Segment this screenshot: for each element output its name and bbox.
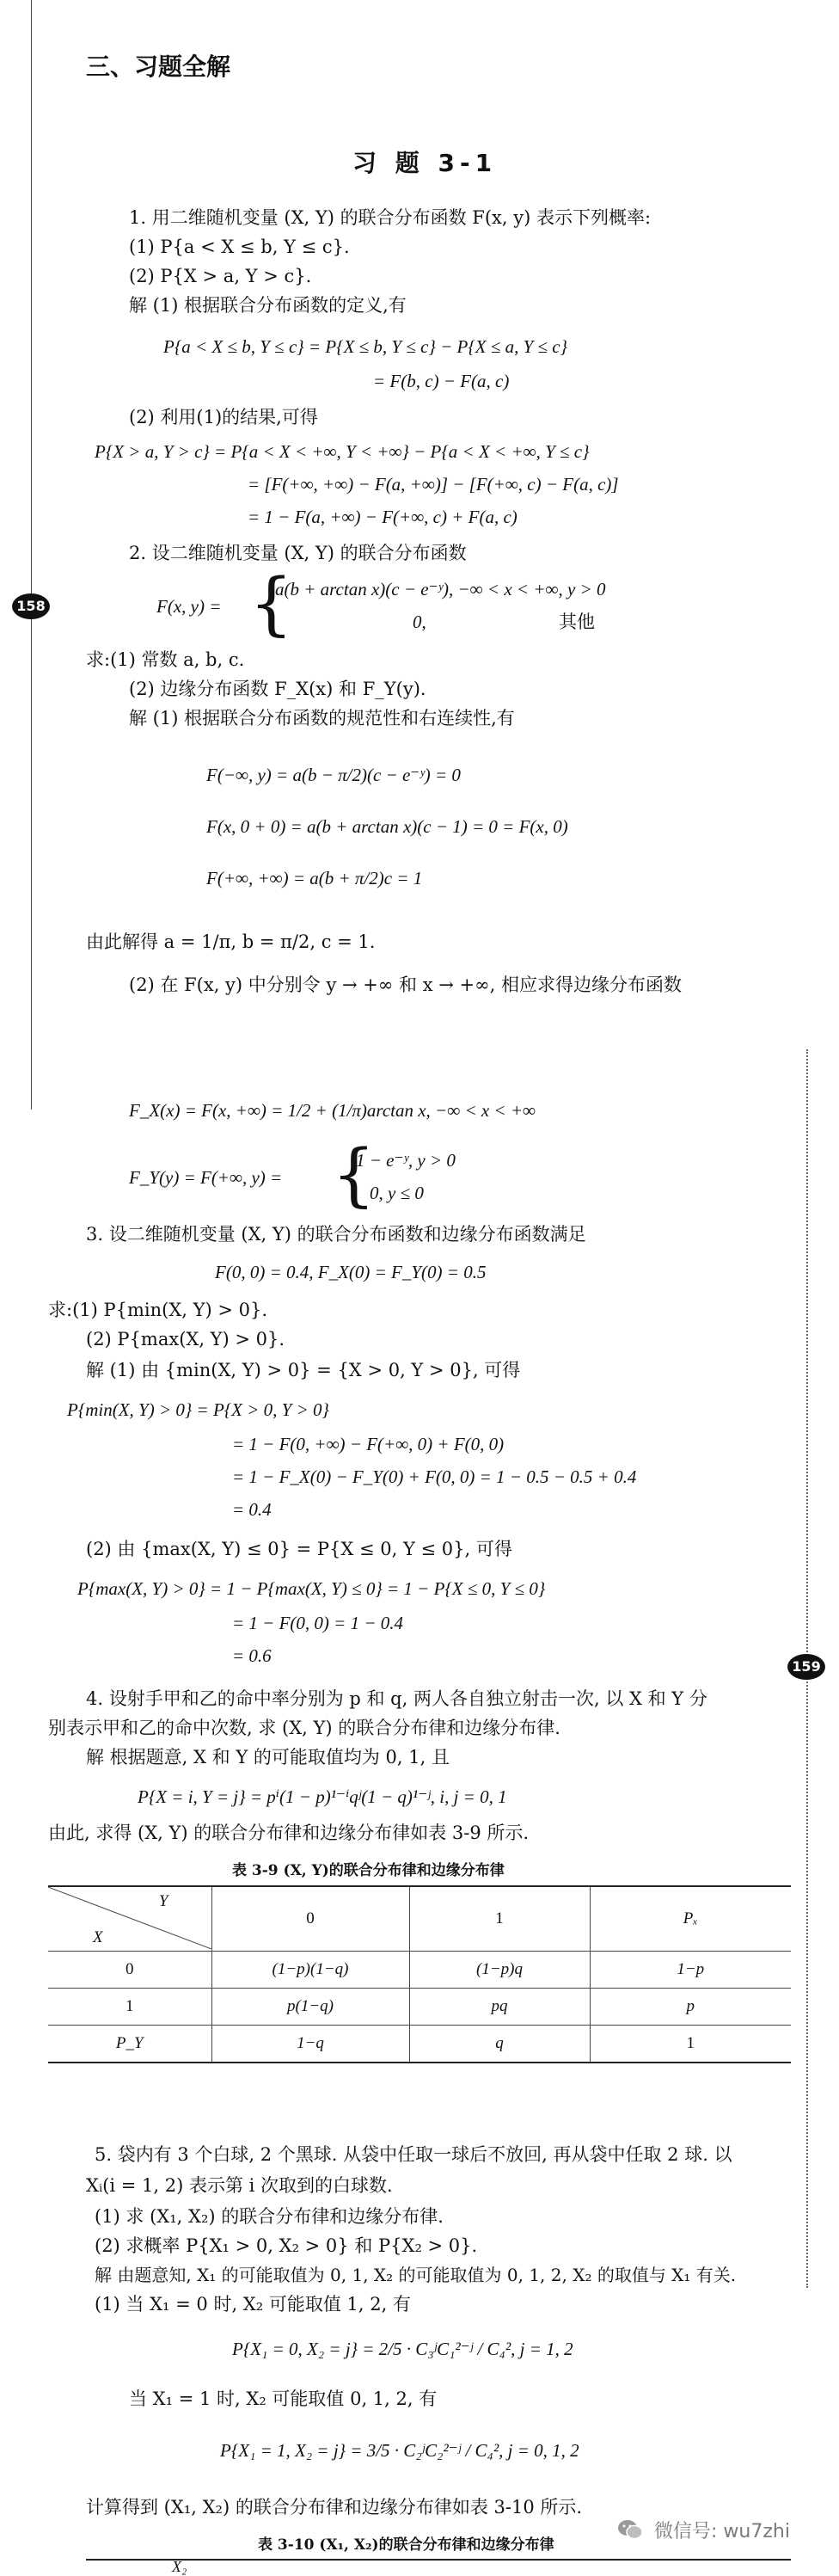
problem-2-equation-3: F(+∞, +∞) = a(b + π/2)c = 1 [206, 868, 423, 888]
row-header: 0 [48, 1952, 211, 1989]
col-header: Pₓ [590, 1886, 791, 1952]
problem-2-question: 2. 设二维随机变量 (X, Y) 的联合分布函数 [129, 543, 467, 563]
problem-5-result: 计算得到 (X₁, X₂) 的联合分布律和边缘分布律如表 3-10 所示. [86, 2497, 583, 2518]
col-header: 1 [409, 1886, 590, 1952]
problem-3-derivation-a3: = 1 − F_X(0) − F_Y(0) + F(0, 0) = 1 − 0.5 − 0.5 + 0.4 [232, 1466, 637, 1487]
problem-2-part-2-solution: (2) 在 F(x, y) 中分别令 y → +∞ 和 x → +∞, 相应求得边缘分布函数 [129, 974, 682, 995]
problem-3-ask-1: 求:(1) P{min(X, Y) > 0}. [48, 1300, 268, 1320]
table-3-10-caption: 表 3-10 (X₁, X₂)的联合分布律和边缘分布律 [258, 2536, 554, 2554]
problem-2-fy-case-2: 0, y ≤ 0 [370, 1183, 424, 1203]
problem-5-equation-2: P{X₁ = 1, X₂ = j} = 3/5 · C₂ʲC₂²⁻ʲ / C₄², j = 0, 1, 2 [220, 2440, 579, 2461]
problem-1-equation-1a: P{a < X ≤ b, Y ≤ c} = P{X ≤ b, Y ≤ c} − P{X ≤ a, Y ≤ c} [163, 336, 568, 357]
table-cell: 1−p [590, 1952, 791, 1989]
page-number-badge-158: 158 [12, 593, 50, 619]
corner-label-y: Y [158, 1892, 168, 1910]
problem-3-derivation-b1: P{max(X, Y) > 0} = 1 − P{max(X, Y) ≤ 0} = 1 − P{X ≤ 0, Y ≤ 0} [77, 1578, 546, 1599]
table-cell: p(1−q) [211, 1989, 409, 2026]
problem-5-case-1: 当 X₁ = 1 时, X₂ 可能取值 0, 1, 2, 有 [129, 2388, 438, 2409]
problem-1-solution-intro: 解 (1) 根据联合分布函数的定义,有 [129, 295, 407, 316]
problem-3-derivation-a2: = 1 − F(0, +∞) − F(+∞, 0) + F(0, 0) [232, 1434, 505, 1454]
problem-4-question-line-2: 别表示甲和乙的命中次数, 求 (X, Y) 的联合分布律和边缘分布律. [48, 1718, 560, 1738]
problem-3-derivation-a4: = 0.4 [232, 1499, 272, 1520]
table-3-10-top-rule [86, 2559, 791, 2561]
col-header: 0 [211, 1886, 409, 1952]
problem-1-equation-1b: = F(b, c) − F(a, c) [373, 371, 510, 391]
problem-5-ask-2: (2) 求概率 P{X₁ > 0, X₂ > 0} 和 P{X₂ > 0}. [95, 2235, 478, 2256]
table-3-9 [48, 1885, 791, 2063]
wechat-icon [617, 2518, 643, 2546]
table-3-9-caption: 表 3-9 (X, Y)的联合分布律和边缘分布律 [232, 1862, 505, 1879]
problem-2-ask-2: (2) 边缘分布函数 F_X(x) 和 F_Y(y). [129, 679, 426, 699]
problem-3-solution-2-intro: (2) 由 {max(X, Y) ≤ 0} = P{X ≤ 0, Y ≤ 0}, 可得 [86, 1539, 512, 1559]
left-margin-line [31, 0, 32, 1110]
problem-2-fy-case-1: 1 − e⁻ʸ, y > 0 [356, 1150, 456, 1171]
table-header-row [48, 1886, 791, 1952]
corner-diagonal [48, 1887, 211, 1949]
row-header: P_Y [48, 2026, 211, 2063]
problem-3-derivation-a1: P{min(X, Y) > 0} = P{X > 0, Y > 0} [67, 1399, 329, 1420]
problem-1-part-2: (2) P{X > a, Y > c}. [129, 266, 312, 286]
problem-1-part-1: (1) P{a < X ≤ b, Y ≤ c}. [129, 237, 350, 257]
problem-5-part-1-case-0: (1) 当 X₁ = 0 时, X₂ 可能取值 1, 2, 有 [95, 2294, 411, 2315]
problem-4-question-line-1: 4. 设射手甲和乙的命中率分别为 p 和 q, 两人各自独立射击一次, 以 X 和 Y 分 [86, 1688, 707, 1709]
problem-5-solution-intro: 解 由题意知, X₁ 的可能取值为 0, 1, X₂ 的可能取值为 0, 1, 2, X₂ 的取值与 X₁ 有关. [95, 2265, 737, 2285]
problem-3-derivation-b3: = 0.6 [232, 1645, 272, 1666]
table-cell: 1−q [211, 2026, 409, 2063]
problem-1-equation-2b: = [F(+∞, +∞) − F(a, +∞)] − [F(+∞, c) − F(a, c)] [248, 474, 619, 495]
problem-2-equation-1: F(−∞, y) = a(b − π/2)(c − e⁻ʸ) = 0 [206, 765, 461, 785]
problem-2-brace: { [249, 563, 293, 643]
watermark-text: 微信号: wu7zhi [654, 2521, 790, 2542]
table-cell: q [409, 2026, 590, 2063]
table-cell: pq [409, 1989, 590, 2026]
table-cell: 1 [590, 2026, 791, 2063]
problem-5-equation-1: P{X₁ = 0, X₂ = j} = 2/5 · C₃ʲC₁²⁻ʲ / C₄², j = 1, 2 [232, 2339, 573, 2359]
table-cell: (1−p)(1−q) [211, 1952, 409, 1989]
problem-1-equation-2c: = 1 − F(a, +∞) − F(+∞, c) + F(a, c) [248, 507, 517, 527]
problem-4-result: 由此, 求得 (X, Y) 的联合分布律和边缘分布律如表 3-9 所示. [48, 1823, 530, 1843]
problem-2-marginal-fy-lhs: F_Y(y) = F(+∞, y) = [129, 1167, 283, 1188]
problem-2-function-lhs: F(x, y) = [156, 596, 222, 617]
problem-2-fy-brace: { [332, 1134, 376, 1214]
problem-4-solution-intro: 解 根据题意, X 和 Y 的可能取值均为 0, 1, 且 [86, 1747, 450, 1768]
problem-2-equation-2: F(x, 0 + 0) = a(b + arctan x)(c − 1) = 0 = F(x, 0) [206, 816, 568, 837]
problem-4-equation: P{X = i, Y = j} = pⁱ(1 − p)¹⁻ⁱqʲ(1 − q)¹⁻ʲ, i, j = 0, 1 [138, 1786, 507, 1807]
problem-3-question: 3. 设二维随机变量 (X, Y) 的联合分布函数和边缘分布函数满足 [86, 1224, 586, 1245]
problem-1-part-2-solution: (2) 利用(1)的结果,可得 [129, 407, 318, 427]
row-header: 1 [48, 1989, 211, 2026]
problem-5-question-line-1: 5. 袋内有 3 个白球, 2 个黑球. 从袋中任取一球后不放回, 再从袋中任取 2 球. 以 [95, 2144, 732, 2165]
table-row [48, 1952, 791, 1989]
corner-label-x: X [93, 1928, 103, 1946]
problem-1-question: 1. 用二维随机变量 (X, Y) 的联合分布函数 F(x, y) 表示下列概率: [129, 207, 652, 228]
problem-1-equation-2a: P{X > a, Y > c} = P{a < X < +∞, Y < +∞} − P{a < X < +∞, Y ≤ c} [95, 441, 590, 462]
wechat-watermark [617, 2517, 790, 2546]
table-corner-cell [48, 1886, 211, 1952]
problem-3-solution-1-intro: 解 (1) 由 {min(X, Y) > 0} = {X > 0, Y > 0}, 可得 [86, 1360, 521, 1380]
table-cell: p [590, 1989, 791, 2026]
table-cell: (1−p)q [409, 1952, 590, 1989]
problem-2-function-case-2-value: 0, [413, 612, 426, 632]
problem-3-condition: F(0, 0) = 0.4, F_X(0) = F_Y(0) = 0.5 [215, 1262, 487, 1282]
table-row [48, 2026, 791, 2063]
table-3-10-corner-label: X₂ [172, 2558, 187, 2575]
exercise-title: 习 题 3-1 [352, 149, 498, 177]
problem-5-question-line-2: Xᵢ(i = 1, 2) 表示第 i 次取到的白球数. [86, 2175, 393, 2196]
problem-2-function-case-1: a(b + arctan x)(c − e⁻ʸ), −∞ < x < +∞, y > 0 [275, 579, 606, 599]
problem-2-marginal-fx: F_X(x) = F(x, +∞) = 1/2 + (1/π)arctan x, −∞ < x < +∞ [129, 1100, 536, 1121]
problem-3-ask-2: (2) P{max(X, Y) > 0}. [86, 1329, 285, 1349]
section-title: 三、习题全解 [86, 52, 231, 81]
problem-2-solution-intro: 解 (1) 根据联合分布函数的规范性和右连续性,有 [129, 708, 515, 729]
problem-2-result: 由此解得 a = 1/π, b = π/2, c = 1. [86, 931, 376, 952]
problem-3-derivation-b2: = 1 − F(0, 0) = 1 − 0.4 [232, 1613, 403, 1633]
problem-2-ask-1: 求:(1) 常数 a, b, c. [86, 649, 245, 670]
problem-2-function-case-2-condition: 其他 [559, 612, 595, 632]
page-number-badge-159: 159 [787, 1654, 825, 1680]
table-row [48, 1989, 791, 2026]
problem-5-ask-1: (1) 求 (X₁, X₂) 的联合分布律和边缘分布律. [95, 2206, 444, 2227]
